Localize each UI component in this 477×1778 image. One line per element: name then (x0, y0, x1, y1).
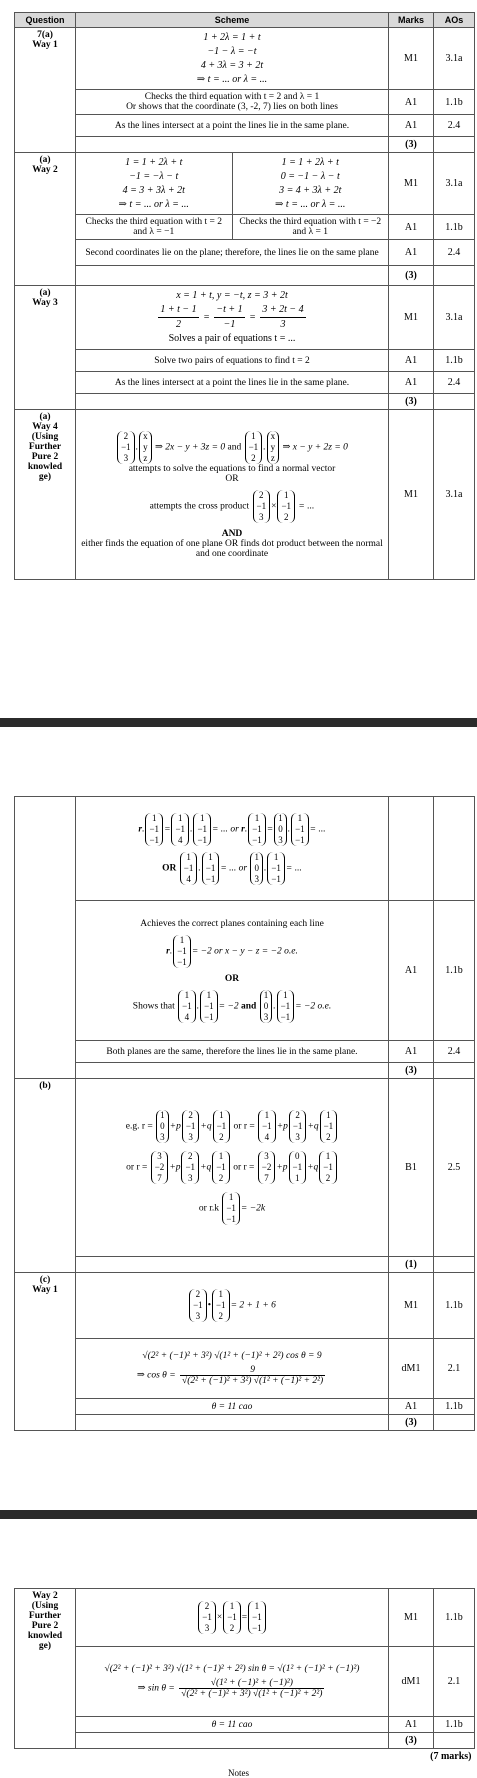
markscheme-table-part-a (14, 12, 475, 580)
equation: = ... (309, 824, 326, 835)
way2-conclusion: Second coordinates lie on the plane; therefore, the lines lie on the same plane (76, 240, 389, 266)
notes-heading: Notes (228, 1768, 249, 1778)
partb-label: (b) (15, 1079, 76, 1273)
column-vector: 1 0 3 (250, 852, 263, 885)
equation-fractions: $\frac{1 + t - 1}{2}$ = $\frac{-t + 1}{-1}$ = $\frac{3 + 2t - 4}{3}$ (160, 304, 304, 330)
partc2-cross: 2 −1 3 × 1 −1 2 = 1 −1 −1 (76, 1589, 389, 1647)
blank-cell (76, 1733, 389, 1749)
or-label: OR (224, 973, 240, 984)
plane-eq-line1: r. 1 −1 −1 = 1 −1 4 . 1 −1 −1 = ... or r. 1 −1 −1 = 1 0 3 . 1 −1 −1 = ... (138, 812, 326, 845)
scheme-text: Solves a pair of equations t = ... (168, 333, 296, 344)
ao: 3.1a (434, 28, 475, 90)
scheme-text: Shows that (132, 1001, 175, 1012)
mark: A1 (389, 350, 434, 372)
cont-achieves (76, 901, 389, 1041)
blank-cell (76, 266, 389, 286)
way3-equations (76, 286, 389, 350)
mark: M1 (389, 286, 434, 350)
column-vector: 1 −1 2 (277, 490, 295, 523)
markscheme-page-2 (0, 796, 477, 1431)
column-vector: 1 −1 2 (320, 1110, 338, 1143)
equation: 1 + 2λ = 1 + t (203, 31, 261, 43)
or-label: or (238, 863, 248, 874)
column-vector: 0 −1 1 (289, 1151, 307, 1184)
column-vector: 1 −1 −1 (222, 1192, 240, 1225)
column-vector: 1 −1 −1 (267, 852, 285, 885)
equation: 4 + 3λ = 3 + 2t (200, 59, 264, 71)
equation: = −2 or x − y − z = −2 o.e. (191, 946, 298, 957)
mark: dM1 (389, 1647, 434, 1717)
fraction (214, 303, 244, 332)
or-label: or r = (233, 1162, 255, 1173)
way1-equations (76, 28, 389, 90)
column-vector: 2 −1 3 (117, 431, 135, 464)
equation: ⇒ cos θ = (136, 1370, 176, 1381)
ao: 1.1b (434, 90, 475, 115)
cont-conclusion: Both planes are the same, therefore the lines lie in the same plane. (76, 1041, 389, 1063)
way2-left-equations (76, 153, 233, 215)
ao: 1.1b (434, 350, 475, 372)
scheme-text: Or shows that the coordinate (3, -2, 7) lies on both lines (126, 102, 338, 112)
denominator: √(2² + (−1)² + 3²) √(1² + (−1)² + 2²) (181, 1689, 323, 1699)
column-vector: 2 −1 3 (289, 1110, 307, 1143)
equation: = ... (285, 863, 302, 874)
blank-cell (434, 1063, 475, 1079)
ao: 2.1 (434, 1647, 475, 1717)
column-vector: 1 −1 −1 (291, 813, 309, 846)
fraction (158, 303, 198, 332)
equation: 3 = 4 + 3λ + 2t (279, 184, 342, 196)
markscheme-table-part-c-way2 (14, 1588, 475, 1764)
column-vector: 1 −1 −1 (248, 813, 266, 846)
ao: 3.1a (434, 153, 475, 215)
column-vector: 1 0 3 (274, 813, 287, 846)
partc2-theta: θ = 11 cao (76, 1717, 389, 1733)
or-label: OR (162, 863, 177, 874)
subtotal: (3) (389, 394, 434, 410)
column-vector: x y z (139, 431, 152, 464)
way4-cross-product: attempts the cross product 2 −1 3 × 1 −1 2 = ... (149, 489, 315, 522)
blank-cell (76, 1257, 389, 1273)
ao: 2.4 (434, 1041, 475, 1063)
subtotal: (3) (389, 1415, 434, 1431)
ao: 1.1b (434, 901, 475, 1041)
fraction (260, 303, 305, 332)
ao: 2.4 (434, 372, 475, 394)
equation: ⇒ sin θ = (137, 1683, 175, 1694)
subtotal: (1) (389, 1257, 434, 1273)
shows-that: Shows that 1 −1 4 . 1 −1 −1 = −2 and 1 0 3 . 1 −1 −1 = −2 o.e. (132, 989, 332, 1022)
mark: M1 (389, 153, 434, 215)
column-vector: 1 −1 −1 (173, 935, 191, 968)
equation: 1 = 1 + 2λ + t (281, 156, 339, 168)
column-vector: 1 −1 2 (212, 1289, 230, 1322)
scheme-text: e.g. r = (125, 1121, 153, 1132)
partc1-label: (c) Way 1 (15, 1273, 76, 1431)
mark: dM1 (389, 1339, 434, 1399)
numerator: 3 + 2t − 4 (260, 303, 305, 318)
ao: 1.1b (434, 1589, 475, 1647)
page-divider (0, 718, 477, 727)
column-vector: 1 −1 −1 (248, 1601, 266, 1634)
or-label: or r = (126, 1162, 148, 1173)
ao: 1.1b (434, 1273, 475, 1339)
mark: A1 (389, 1041, 434, 1063)
numerator: 1 + t − 1 (158, 303, 198, 318)
or-label: or (230, 824, 239, 835)
conjunction: and (227, 442, 242, 453)
ao: 2.4 (434, 240, 475, 266)
partc2-label: Way 2 (Using Further Pure 2 knowled ge) (15, 1589, 76, 1749)
ao: 3.1a (434, 410, 475, 580)
equation: −1 − λ = −t (207, 45, 257, 57)
ao: 1.1b (434, 1717, 475, 1733)
markscheme-page-1 (0, 12, 477, 580)
blank-cell (434, 137, 475, 153)
blank-cell (434, 797, 475, 901)
column-vector: 1 −1 2 (223, 1601, 241, 1634)
or-label: or r.k (198, 1203, 219, 1214)
equation: 4 = 3 + 3λ + 2t (122, 184, 185, 196)
equation: 0 = −1 − λ − t (280, 170, 340, 182)
blank-cell (15, 797, 76, 1079)
mark: A1 (389, 115, 434, 137)
partb-line1: e.g. r = 1 0 3 +p 2 −1 3 +q 1 −1 2 or r = 1 −1 4 +p 2 −1 3 +q 1 −1 2 (79, 1110, 385, 1143)
way1-label: 7(a) Way 1 (15, 28, 76, 153)
scheme-text: Achieves the correct planes containing each line (140, 918, 324, 929)
scheme-text: Checks the third equation with t = 2 and λ = 1 (144, 92, 320, 102)
blank-cell (434, 1415, 475, 1431)
col-header-question: Question (15, 13, 76, 28)
partc2-sin (76, 1647, 389, 1717)
partc1-dot: 2 −1 3 • 1 −1 2 = 2 + 1 + 6 (76, 1273, 389, 1339)
markscheme-table-part-a-cont (14, 796, 475, 1431)
mark: M1 (389, 1273, 434, 1339)
denominator: 3 (280, 319, 286, 330)
blank-cell (434, 394, 475, 410)
column-vector: 2 −1 3 (181, 1151, 199, 1184)
scheme-text: attempts the cross product (149, 501, 250, 512)
ao: 1.1b (434, 215, 475, 240)
column-vector: 1 −1 −1 (145, 813, 163, 846)
column-vector: 1 −1 4 (258, 1110, 276, 1143)
column-vector: 1 −1 4 (171, 813, 189, 846)
mark: M1 (389, 1589, 434, 1647)
partc1-theta: θ = 11 cao (76, 1399, 389, 1415)
equation: x = 1 + t, y = −t, z = 3 + 2t (176, 290, 288, 301)
mark: A1 (389, 240, 434, 266)
col-header-aos: AOs (434, 13, 475, 28)
blank-cell (76, 394, 389, 410)
subtotal: (3) (389, 1063, 434, 1079)
equation: = ... (212, 824, 228, 835)
blank-cell (434, 266, 475, 286)
way3-conclusion: As the lines intersect at a point the lines lie in the same plane. (76, 372, 389, 394)
column-vector: 1 0 3 (260, 990, 273, 1023)
way1-conclusion: As the lines intersect at a point the lines lie in the same plane. (76, 115, 389, 137)
partc1-cos (76, 1339, 389, 1399)
page-divider (0, 1510, 477, 1519)
mark: M1 (389, 410, 434, 580)
or-label: OR (225, 473, 239, 484)
partb-scheme (76, 1079, 389, 1257)
column-vector: 3 −2 7 (258, 1151, 276, 1184)
equation: = 2 + 1 + 6 (230, 1300, 276, 1311)
equation: √(2² + (−1)² + 3²) √(1² + (−1)² + 2²) sin θ = √(1² + (−1)² + (−1)²) (104, 1664, 360, 1674)
scheme-text: either finds the equation of one plane OR finds dot product between the normal and one coordinate (81, 538, 383, 559)
column-vector: 1 −1 2 (213, 1110, 231, 1143)
subtotal: (3) (389, 266, 434, 286)
mark: A1 (389, 901, 434, 1041)
equation: = −2 (218, 1001, 239, 1012)
mark: A1 (389, 1717, 434, 1733)
column-vector: 2 −1 3 (253, 490, 271, 523)
ao: 3.1a (434, 286, 475, 350)
mark: A1 (389, 1399, 434, 1415)
column-vector: 1 −1 −1 (193, 813, 211, 846)
column-vector: 1 −1 4 (180, 852, 198, 885)
column-vector: 2 −1 3 (198, 1601, 216, 1634)
column-vector: 1 −1 2 (212, 1151, 230, 1184)
equation: √(2² + (−1)² + 3²) √(1² + (−1)² + 2²) cos θ = 9 (142, 1351, 322, 1361)
col-header-marks: Marks (389, 13, 434, 28)
column-vector: 1 −1 −1 (277, 990, 295, 1023)
ao: 2.4 (434, 115, 475, 137)
equation: 1 = 1 + 2λ + t (125, 156, 183, 168)
column-vector: 2 −1 3 (189, 1289, 207, 1322)
column-vector: x y z (267, 431, 280, 464)
denominator: √(2² + (−1)² + 3²) √(1² + (−1)² + 2²) (182, 1376, 324, 1386)
ao: 2.1 (434, 1339, 475, 1399)
way4-scheme (76, 410, 389, 580)
plane-result: r. 1 −1 −1 = −2 or x − y − z = −2 o.e. (166, 934, 298, 967)
blank-cell (76, 1415, 389, 1431)
way2-right-equations (232, 153, 389, 215)
numerator: 9 (180, 1365, 325, 1376)
sin-fraction-line (79, 1678, 385, 1699)
mark: A1 (389, 215, 434, 240)
and-label: AND (221, 528, 243, 539)
ao: 2.5 (434, 1079, 475, 1257)
markscheme-page-3 (0, 1588, 477, 1764)
blank-cell (76, 137, 389, 153)
partb-line2: or r = 3 −2 7 +p 2 −1 3 +q 1 −1 2 or r = 3 −2 7 +p 0 −1 1 +q 1 −1 2 (79, 1151, 385, 1184)
way3-solve: Solve two pairs of equations to find t = 2 (76, 350, 389, 372)
equation: ⇒ 2x − y + 3z = 0 (154, 442, 226, 453)
grand-total: (7 marks) (430, 1751, 472, 1762)
denominator: −1 (223, 319, 236, 330)
fraction (179, 1678, 324, 1699)
column-vector: 1 −1 2 (245, 431, 263, 464)
equation: = −2k (240, 1203, 266, 1214)
equation: ⇒ t = ... or λ = ... (275, 198, 346, 210)
and-label: and (241, 1001, 257, 1012)
blank-cell (389, 797, 434, 901)
cont-planes (76, 797, 389, 901)
column-vector: 1 0 3 (156, 1110, 169, 1143)
way1-check (76, 90, 389, 115)
equation: = ... (220, 863, 237, 874)
mark: M1 (389, 28, 434, 90)
numerator: √(1² + (−1)² + (−1)²) (179, 1678, 324, 1689)
partb-line3 (79, 1192, 385, 1225)
denominator: 2 (175, 319, 181, 330)
equation: = ... (298, 501, 315, 512)
equation: = −2 o.e. (295, 1001, 332, 1012)
or-label: or r = (233, 1121, 255, 1132)
way4-label: (a) Way 4 (Using Further Pure 2 knowled ge) (15, 410, 76, 580)
col-header-scheme: Scheme (76, 13, 389, 28)
way2-check-left: Checks the third equation with t = 2 and λ = −1 (76, 215, 233, 240)
equation: −1 = −λ − t (129, 170, 179, 182)
blank-cell (434, 1733, 475, 1749)
equation: ⇒ x − y + 2z = 0 (282, 442, 348, 453)
numerator: −t + 1 (214, 303, 244, 318)
way3-label: (a) Way 3 (15, 286, 76, 410)
subtotal: (3) (389, 1733, 434, 1749)
scheme-text: attempts to solve the equations to find a normal vector (128, 463, 336, 474)
equation: ⇒ t = ... or λ = ... (196, 73, 268, 85)
column-vector: 1 −1 2 (319, 1151, 337, 1184)
ao: 1.1b (434, 1399, 475, 1415)
equation: ⇒ t = ... or λ = ... (118, 198, 189, 210)
mark: A1 (389, 90, 434, 115)
way2-label: (a) Way 2 (15, 153, 76, 286)
column-vector: 1 −1 4 (178, 990, 196, 1023)
way2-check-right: Checks the third equation with t = −2 and λ = 1 (232, 215, 389, 240)
column-vector: 2 −1 3 (182, 1110, 200, 1143)
blank-cell (76, 1063, 389, 1079)
cos-fraction-line (79, 1365, 385, 1386)
mark: B1 (389, 1079, 434, 1257)
plane-eq-line2: OR 1 −1 4 . 1 −1 −1 = ... or 1 0 3 . 1 −1 −1 = ... (162, 851, 302, 884)
column-vector: 1 −1 −1 (200, 990, 218, 1023)
subtotal: (3) (389, 137, 434, 153)
column-vector: 3 −2 7 (151, 1151, 169, 1184)
fraction (180, 1365, 325, 1386)
column-vector: 1 −1 −1 (202, 852, 220, 885)
mark: A1 (389, 372, 434, 394)
blank-cell (434, 1257, 475, 1273)
way4-normal-equations: 2 −1 3 . x y z ⇒ 2x − y + 3z = 0 and 1 −1 2 . x y z ⇒ x − y + 2z = 0 (79, 431, 385, 464)
